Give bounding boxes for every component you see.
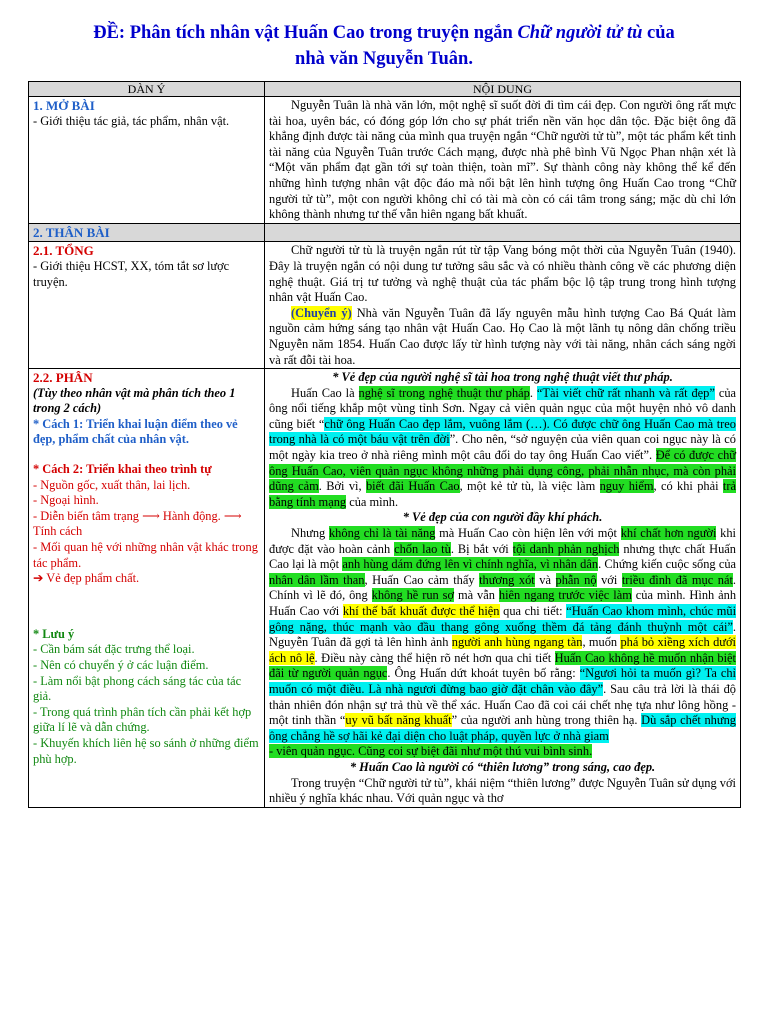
luu-y-heading: * Lưu ý — [33, 626, 75, 641]
tong-outline-cell — [29, 242, 265, 369]
highlighted-text: anh hùng dám đứng lên vì chính nghĩa, vì nhân dân — [342, 557, 599, 572]
highlighted-text: chốn lao tù — [394, 541, 451, 556]
highlighted-text: phẫn nộ — [555, 572, 597, 587]
than-bai-empty-cell — [265, 223, 741, 242]
luu-y-item: - Cần bám sát đặc trưng thể loại. — [33, 642, 195, 657]
tong-heading: 2.1. TỔNG — [33, 243, 94, 259]
highlighted-text: nguy hiểm — [599, 479, 654, 494]
title-line-1: ĐỀ: Phân tích nhân vật Huấn Cao trong truyện ngắn Chữ người tử tù của — [93, 23, 675, 43]
highlighted-text: “Ngươi hỏi ta muốn gì? Ta chỉ muốn có một điều. Là nhà ngươi đừng bao giờ đặt chân vào đây” — [269, 666, 736, 696]
col-header-content: NỘI DUNG — [265, 82, 741, 97]
text-run: và — [534, 572, 556, 587]
text-run: ”. Cho nên, “sở nguyện của viên quan coi ngục này là có một ngày kia treo ở nhà riêng mình một câu đối do tay ông Huấn Cao viết”. — [269, 432, 736, 463]
highlighted-text: triều đình đã mục nát — [621, 572, 733, 587]
row-phan — [29, 369, 741, 808]
highlighted-text: không chỉ là tài năng — [328, 526, 436, 541]
mo-bai-outline: - Giới thiệu tác giả, tác phẩm, nhân vật. — [33, 113, 230, 128]
tong-outline: - Giới thiệu HCST, XX, tóm tắt sơ lược truyện. — [33, 258, 230, 289]
phan-note: (Tùy theo nhân vật mà phân tích theo 1 trong 2 cách) — [33, 385, 236, 416]
phan-outline-cell — [29, 369, 265, 808]
highlighted-text: phá bỏ xiềng xích dưới ách nô lệ — [269, 635, 736, 665]
transition-label: (Chuyển ý) — [291, 305, 352, 320]
document-title — [0, 20, 768, 72]
text-run: qua chi tiết: — [499, 604, 567, 618]
text-run: ” của người anh hùng trong thiên hạ. — [451, 713, 642, 728]
luu-y-list — [33, 642, 260, 767]
text-run: , một kẻ tử tù, là việc làm — [459, 479, 600, 494]
highlighted-text: biết đãi Huấn Cao — [365, 479, 460, 494]
paragraph-1 — [269, 386, 736, 511]
text-run: , muốn — [582, 635, 621, 650]
text-run: . Chính vì lẽ đó, ông — [269, 572, 736, 603]
highlighted-text: nghệ sĩ trong nghệ thuật thư pháp — [358, 385, 530, 400]
cach-2-item: - Ngoại hình. — [33, 493, 99, 508]
cach-1: * Cách 1: Triển khai luận điểm theo vẻ đẹp, phẩm chất của nhân vật. — [33, 416, 238, 447]
sub-heading-1: * Vẻ đẹp của người nghệ sĩ tài hoa trong nghệ thuật viết thư pháp. — [332, 370, 673, 385]
mo-bai-content: Nguyễn Tuân là nhà văn lớn, một nghệ sĩ suốt đời đi tìm cái đẹp. Con người ông rất mực tài hoa, uyên bác, có đóng góp lớn cho sự phát triển nền văn học dân tộc. Đặc biệt ông đã khẳng định được tài năng của mình qua truyện ngắn “Chữ người tử tù”, một tác phẩm kết tinh tài năng của Nguyễn Tuân trước Cách mạng, được nhà phê bình Vũ Ngọc Phan nhận xét là “Một văn phẩm đạt gần tới sự toàn thiện, toàn mĩ”. Sự thành công này không thể kể đến những hình tượng nhân vật độc đáo mà nổi bật lên hình tượng ông Huấn Cao trong “Chữ người tử tù”, một con người không chỉ có tài mà còn có cái tâm trong sáng; mặc dù chỉ lớn không thành nhưng tư thế vẫn hiên ngang bất khuất. — [269, 98, 736, 222]
highlighted-text: trả bằng tính mạng — [269, 479, 736, 509]
highlighted-text: uy vũ bất năng khuất — [345, 713, 452, 728]
highlighted-text: người anh hùng ngang tàn — [451, 635, 583, 650]
highlighted-text: khí thế bất khuất được thể hiện — [342, 604, 500, 618]
cach-2-item: - Diễn biến tâm trạng ⟶ Hành động. ⟶ Tính cách — [33, 508, 242, 539]
conclusion: ➔ Vẻ đẹp phẩm chất. — [33, 571, 140, 586]
highlighted-text: không hề run sợ — [371, 588, 455, 603]
highlighted-text: chữ ông Huấn Cao đẹp lắm, vuông lắm (…). Có được chữ ông Huấn Cao mà treo trong nhà là có một báu vật trên đời — [269, 416, 736, 447]
highlighted-text: Dù sắp chết nhưng ông chẳng hề sợ hãi kẻ đại diện cho luật pháp, quyền lực ở nhà giam — [269, 713, 736, 743]
cach-2-item: - Nguồn gốc, xuất thân, lai lịch. — [33, 477, 191, 492]
tong-content-p2: (Chuyển ý) Nhà văn Nguyễn Tuân đã lấy nguyên mẫu hình tượng Cao Bá Quát làm nguồn cảm hứng sáng tạo nhân vật Huấn Cao. Họ Cao là một lãnh tụ nông dân chống triều Nguyễn năm 1854. Huấn Cao được lấy từ hình tượng này với tài năng, nhân cách sáng ngời và rất đỗi tài hoa. — [269, 305, 736, 367]
phan-content-cell — [265, 369, 741, 808]
text-run: . Sau câu trả lời là thái độ thản nhiên đón nhận sự trả thù về thể xác. Huấn Cao đã coi cái chết nhẹ tựa như lông hồng - một tinh thần “ — [269, 681, 736, 728]
phan-heading: 2.2. PHÂN — [33, 370, 93, 386]
row-mo-bai — [29, 97, 741, 224]
tong-content-cell — [265, 242, 741, 369]
sub-heading-3: * Huấn Cao là người có “thiên lương” trong sáng, cao đẹp. — [349, 759, 656, 774]
text-run: mà vẫn — [454, 588, 499, 603]
mo-bai-outline-cell — [29, 97, 265, 224]
text-run: của ông nổi tiếng khắp một vùng tỉnh Sơn. Ngay cả viên quản ngục của một huyện nhỏ vô danh cũng biết “ — [269, 385, 737, 431]
text-run: nhưng thực chất Huấn Cao lại là một — [269, 541, 736, 572]
sub-heading-2: * Vẻ đẹp của con người đầy khí phách. — [402, 510, 603, 525]
text-run: . — [529, 385, 537, 400]
mo-bai-content-cell — [265, 97, 741, 224]
text-run: Huấn Cao là — [291, 385, 359, 400]
paragraph-2 — [269, 526, 736, 744]
text-run: , Huấn Cao cảm thấy — [364, 572, 480, 587]
highlighted-text: Huấn Cao không hề muốn nhận biệt đãi từ người quản ngục — [269, 650, 736, 681]
text-run: mà Huấn Cao còn hiện lên với một — [435, 526, 621, 541]
outline-table — [28, 81, 741, 808]
text-run: . Chứng kiến cuộc sống của — [598, 557, 737, 572]
highlighted-text: hiên ngang trước việc làm — [498, 588, 632, 603]
highlighted-text: Để có được chữ ông Huấn Cao, viên quản ngục không những phải dụng công, phải nhẫn nhục, mà còn phải dũng cảm — [269, 448, 736, 494]
paragraph-2-tail: - viên quản ngục. Cũng coi sự biệt đãi như một thú vui bình sinh. — [269, 744, 593, 759]
tong-content-p1: Chữ người tử tù là truyện ngắn rút từ tập Vang bóng một thời của Nguyễn Tuân (1940). Đây là truyện ngắn có nội dung tư tưởng sâu sắc và có nhiều thành công về các phương diện nghệ thuật. Giá trị tư tưởng và nghệ thuật của tác phẩm bộc lộ tập trung trong hình tượng nhân vật Huấn Cao. — [269, 243, 736, 305]
cach-2: * Cách 2: Triển khai theo trình tự — [33, 462, 212, 477]
mo-bai-heading: 1. MỞ BÀI — [33, 98, 95, 113]
than-bai-heading: 2. THÂN BÀI — [33, 224, 110, 240]
col-header-outline: DÀN Ý — [29, 82, 265, 97]
luu-y-item: - Trong quá trình phân tích cần phải kết hợp giữa lí lẽ và dẫn chứng. — [33, 704, 252, 735]
luu-y-item: - Làm nổi bật phong cách sáng tác của tác giả. — [33, 673, 242, 704]
paragraph-3: Trong truyện “Chữ người tử tù”, khái niệm “thiên lương” được Nguyễn Tuân sử dụng với nhiều ý nghĩa khác nhau. Với quản ngục và thơ — [269, 775, 736, 806]
text-run: của mình. — [346, 494, 399, 509]
than-bai-heading-cell — [29, 223, 265, 242]
text-run: của mình. Hình ảnh Huấn Cao với — [269, 588, 737, 618]
work-title: Chữ người tử tù — [517, 23, 643, 43]
text-run: , có khi phải — [653, 479, 723, 494]
highlighted-text: tội danh phản nghịch — [512, 541, 620, 556]
cach-2-item: - Mối quan hệ với những nhân vật khác trong tác phẩm. — [33, 540, 258, 570]
highlighted-text: “Tài viết chữ rất nhanh và rất đẹp” — [536, 385, 715, 400]
cach-2-list — [33, 478, 260, 572]
luu-y-item: - Khuyến khích liên hệ so sánh ở những điểm phù hợp. — [33, 735, 259, 766]
text-run: . Nguyễn Tuân đã gợi tả lên hình ảnh — [269, 619, 736, 650]
title-line-2: nhà văn Nguyễn Tuân. — [295, 49, 473, 69]
text-run: . Điều này càng thể hiện rõ nét hơn qua chi tiết — [314, 650, 555, 665]
highlighted-text: thương xót — [479, 572, 535, 587]
text-run: . Ông Huấn dứt khoát tuyên bố rằng: — [387, 666, 580, 681]
text-run: . Bị bắt với — [450, 541, 513, 556]
text-run: khi được đặt vào hoàn cảnh — [269, 526, 736, 556]
row-than-bai — [29, 223, 741, 242]
text-run: với — [596, 572, 622, 587]
text-run: . Bởi vì, — [318, 479, 366, 494]
highlighted-text: khí chất hơn người — [620, 526, 717, 541]
highlighted-text: “Huấn Cao khom mình, chúc mũi gông nặng, thúc mạnh vào đầu thang gông xuống thềm đá tảng đánh thuỳnh một cái” — [269, 604, 737, 634]
luu-y-item: - Nên có chuyển ý ở các luận điểm. — [33, 658, 209, 672]
highlighted-text: nhân dân lầm than — [269, 572, 365, 587]
row-tong — [29, 242, 741, 369]
header-row — [29, 82, 741, 97]
text-run: Nhưng — [291, 526, 329, 541]
